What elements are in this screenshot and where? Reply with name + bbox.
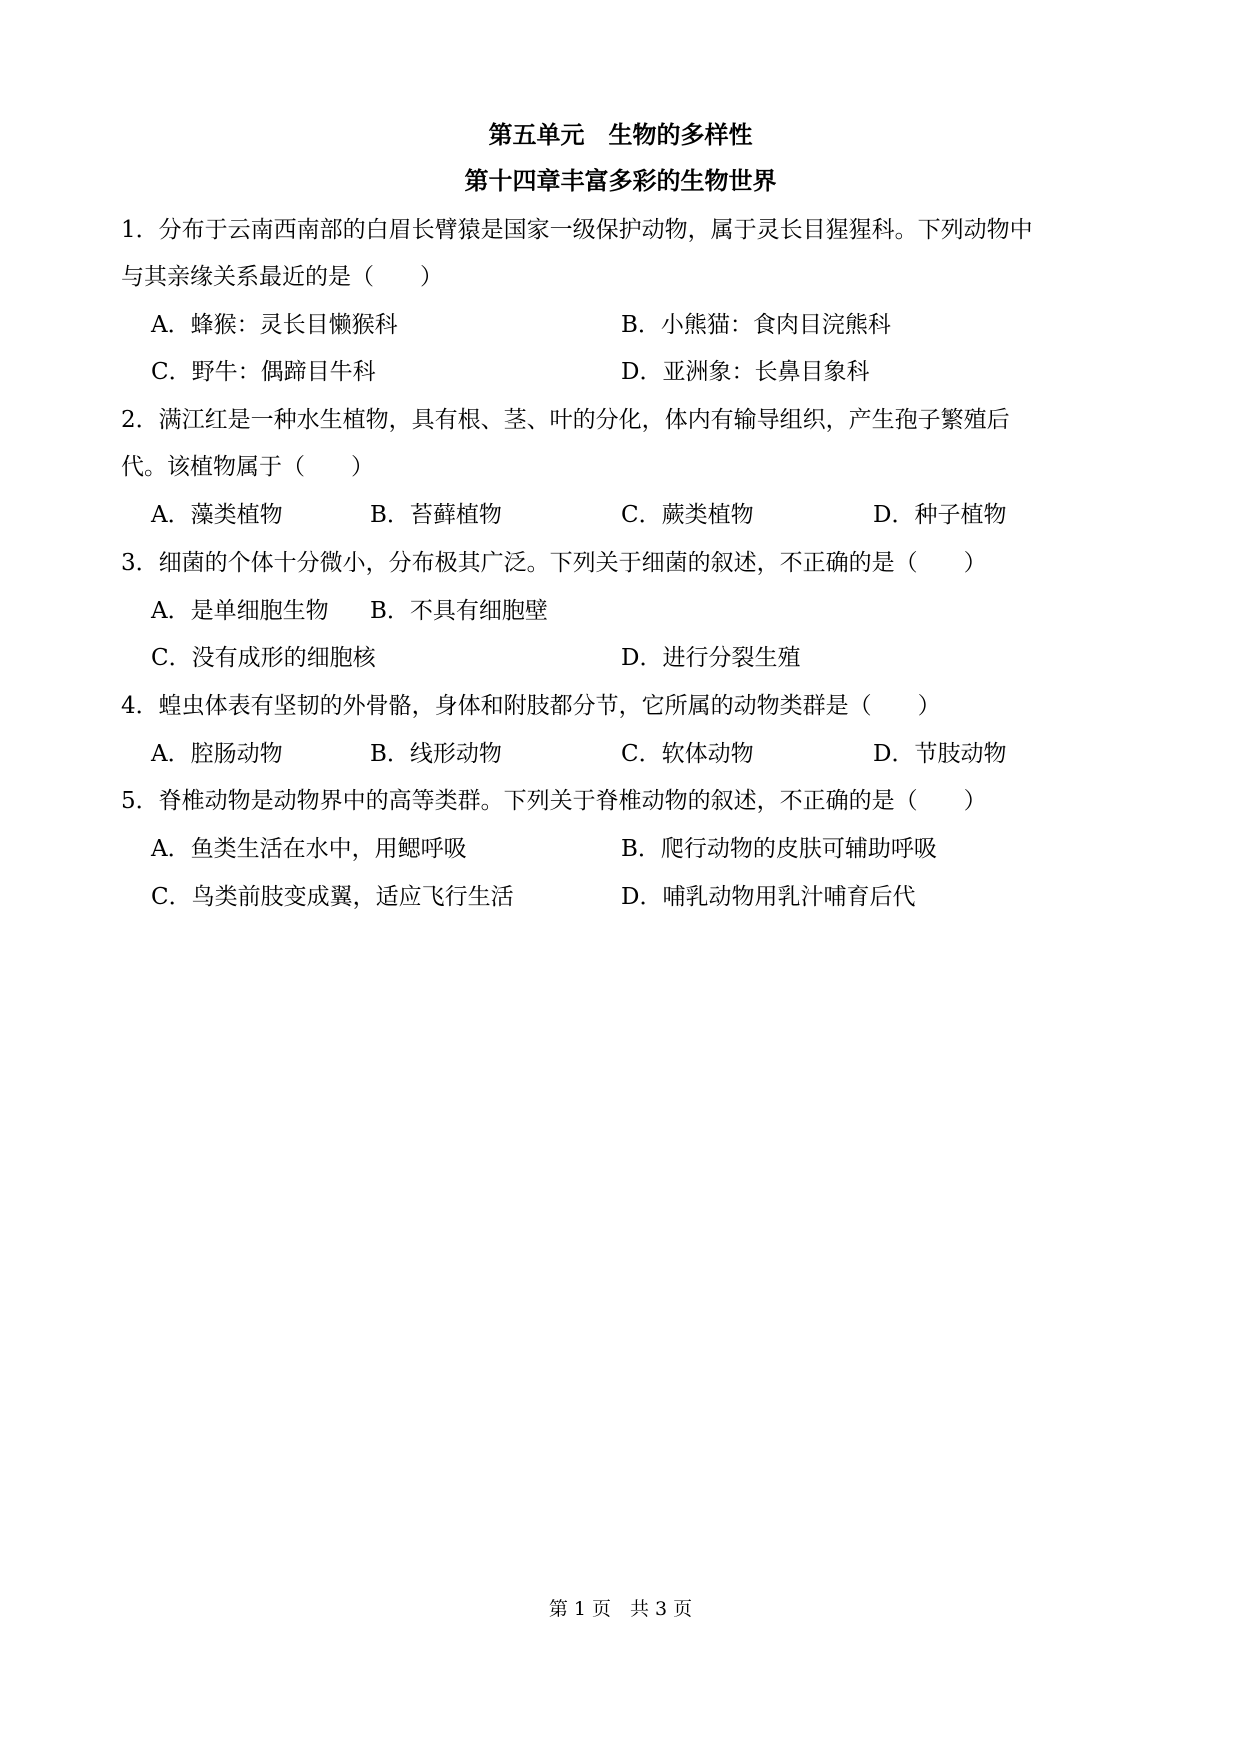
question-4-option-c: C．软体动物	[621, 741, 754, 767]
question-2-option-c: C．蕨类植物	[621, 502, 754, 528]
question-5-option-a: A．鱼类生活在水中，用鳃呼吸	[151, 836, 467, 862]
question-2-option-d: D．种子植物	[873, 502, 1007, 528]
question-2-option-a: A．藻类植物	[151, 502, 283, 528]
chapter-title: 第十四章丰富多彩的生物世界	[464, 167, 777, 195]
unit-title: 第五单元 生物的多样性	[488, 121, 753, 149]
question-1-option-d: D．亚洲象：长鼻目象科	[621, 359, 870, 385]
question-1-option-c: C．野牛：偶蹄目牛科	[151, 359, 376, 385]
question-4-text-line-1: 4．蝗虫体表有坚韧的外骨骼，身体和附肢都分节，它所属的动物类群是（ ）	[121, 693, 941, 719]
question-3-option-c: C．没有成形的细胞核	[151, 645, 376, 671]
question-2-text-line-1: 2．满江红是一种水生植物，具有根、茎、叶的分化，体内有输导组织，产生孢子繁殖后	[121, 407, 1010, 433]
question-3-option-b: B．不具有细胞壁	[370, 598, 548, 624]
question-4-option-a: A．腔肠动物	[151, 741, 283, 767]
question-3-option-d: D．进行分裂生殖	[621, 645, 801, 671]
question-5-option-c: C．鸟类前肢变成翼，适应飞行生活	[151, 884, 514, 910]
question-1-text-line-1: 1．分布于云南西南部的白眉长臂猿是国家一级保护动物，属于灵长目猩猩科。下列动物中	[121, 217, 1033, 243]
question-5-text-line-1: 5．脊椎动物是动物界中的高等类群。下列关于脊椎动物的叙述，不正确的是（ ）	[121, 788, 987, 814]
question-5-option-b: B．爬行动物的皮肤可辅助呼吸	[621, 836, 937, 862]
question-3-text-line-1: 3．细菌的个体十分微小，分布极其广泛。下列关于细菌的叙述，不正确的是（ ）	[121, 550, 987, 576]
question-2-text-line-2: 代。该植物属于（ ）	[121, 454, 374, 480]
question-5-option-d: D．哺乳动物用乳汁哺育后代	[621, 884, 916, 910]
question-2-option-b: B．苔藓植物	[370, 502, 502, 528]
question-1-option-a: A．蜂猴：灵长目懒猴科	[151, 312, 398, 338]
question-4-option-d: D．节肢动物	[873, 741, 1007, 767]
page-number: 第 1 页 共 3 页	[548, 1598, 693, 1620]
question-4-option-b: B．线形动物	[370, 741, 502, 767]
question-1-option-b: B．小熊猫：食肉目浣熊科	[621, 312, 891, 338]
question-1-text-line-2: 与其亲缘关系最近的是（ ）	[121, 264, 443, 290]
question-3-option-a: A．是单细胞生物	[151, 598, 329, 624]
